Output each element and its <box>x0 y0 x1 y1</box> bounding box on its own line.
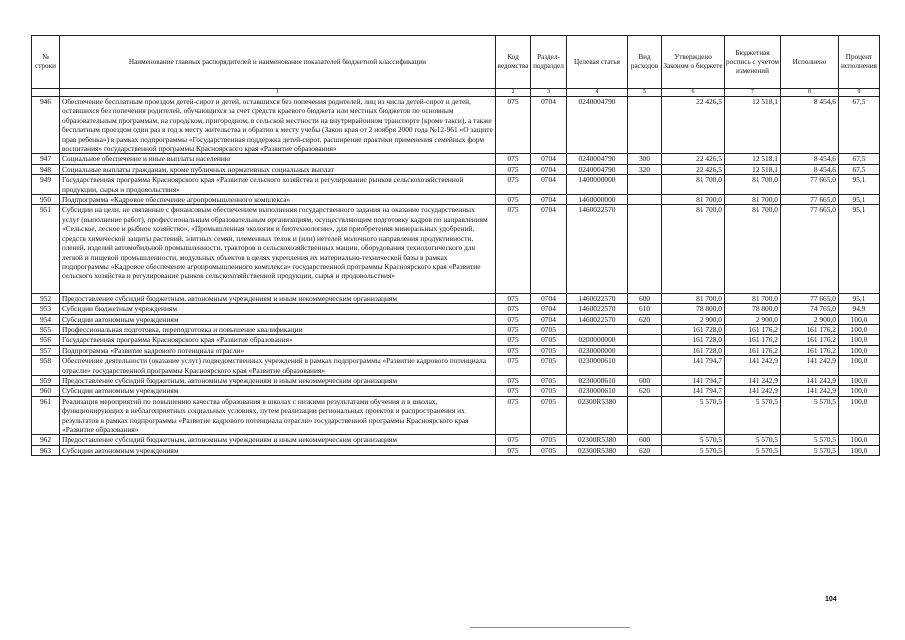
row-name: Реализация мероприятий по повышению качества образования в школах с низкими результатами обучения и в школах, функционирующих в неблагоприятных социальных условиях, путем реализации региональных проектов и распространения их результатов в рамках подпрограммы «Развитие кадрового потенциала отрасли» государственной программы Красноярского края «Развитие образования» <box>60 396 496 435</box>
row-expense-kind <box>628 195 662 205</box>
row-executed: 5 570,5 <box>781 445 839 455</box>
row-department-code: 075 <box>496 195 531 205</box>
row-approved: 22 426,5 <box>662 154 725 164</box>
row-approved: 81 700,0 <box>662 205 725 293</box>
row-name: Социальное обеспечение и иные выплаты населению <box>60 154 496 164</box>
row-department-code: 075 <box>496 154 531 164</box>
table-row <box>32 205 880 293</box>
column-number: 4 <box>567 89 628 97</box>
row-budget-schedule: 81 700,0 <box>725 205 781 293</box>
row-number: 948 <box>32 164 60 174</box>
row-number: 960 <box>32 386 60 396</box>
row-number: 959 <box>32 375 60 385</box>
row-target-article: 0230000610 <box>567 356 628 376</box>
row-section: 0704 <box>531 195 567 205</box>
row-approved: 78 800,0 <box>662 304 725 314</box>
budget-execution-table <box>31 35 880 456</box>
row-department-code: 075 <box>496 396 531 435</box>
row-department-code: 075 <box>496 314 531 324</box>
row-name: Профессиональная подготовка, переподготовка и повышение квалификации <box>60 324 496 334</box>
row-number: 955 <box>32 324 60 334</box>
row-percent: 100,0 <box>839 324 880 334</box>
row-approved: 161 728,0 <box>662 324 725 334</box>
row-approved: 5 570,5 <box>662 396 725 435</box>
row-section: 0704 <box>531 293 567 303</box>
row-department-code: 075 <box>496 97 531 154</box>
row-expense-kind <box>628 335 662 345</box>
row-expense-kind <box>628 396 662 435</box>
row-budget-schedule: 5 570,5 <box>725 445 781 455</box>
row-target-article: 1400000000 <box>567 175 628 195</box>
row-executed: 77 665,0 <box>781 175 839 195</box>
row-budget-schedule: 141 242,9 <box>725 386 781 396</box>
row-approved: 81 700,0 <box>662 175 725 195</box>
row-section: 0704 <box>531 164 567 174</box>
row-percent: 94,9 <box>839 304 880 314</box>
row-budget-schedule: 12 518,1 <box>725 154 781 164</box>
row-department-code: 075 <box>496 356 531 376</box>
row-percent: 95,1 <box>839 175 880 195</box>
header-executed: Исполнено <box>781 36 839 89</box>
row-percent: 100,0 <box>839 345 880 355</box>
row-executed: 161 176,2 <box>781 345 839 355</box>
row-budget-schedule: 12 518,1 <box>725 97 781 154</box>
row-percent: 100,0 <box>839 445 880 455</box>
table-row <box>32 386 880 396</box>
column-number <box>32 89 60 97</box>
row-approved: 2 900,0 <box>662 314 725 324</box>
row-section: 0705 <box>531 356 567 376</box>
table-row <box>32 97 880 154</box>
row-number: 962 <box>32 435 60 445</box>
row-section: 0704 <box>531 97 567 154</box>
row-number: 946 <box>32 97 60 154</box>
row-name: Предоставление субсидий бюджетным, автономным учреждениям и иным некоммерческим организациям <box>60 375 496 385</box>
row-target-article: 0240004790 <box>567 97 628 154</box>
row-expense-kind <box>628 356 662 376</box>
row-section: 0704 <box>531 175 567 195</box>
header-section: Раздел-подраздел <box>531 36 567 89</box>
row-department-code: 075 <box>496 386 531 396</box>
row-budget-schedule: 81 700,0 <box>725 175 781 195</box>
row-section: 0704 <box>531 205 567 293</box>
row-number: 958 <box>32 356 60 376</box>
row-expense-kind: 610 <box>628 304 662 314</box>
row-target-article: 0230000610 <box>567 375 628 385</box>
table-row <box>32 175 880 195</box>
table-row <box>32 356 880 376</box>
column-number: 7 <box>725 89 781 97</box>
row-budget-schedule: 161 176,2 <box>725 335 781 345</box>
row-executed: 141 242,9 <box>781 375 839 385</box>
row-section: 0704 <box>531 314 567 324</box>
row-name: Обеспечение бесплатным проездом детей-сирот и детей, оставшихся без попечения родителей, лиц из числа детей-сирот и детей, оставшихся без попечения родителей, обучающихся за счет средств краевого бюджета или местных бюджетов по основным образовательным программам, на городском, пригородном, в сельской местности на внутрирайонном транспорте (кроме такси), а также бесплатным проездом один раз в год к месту жительства и обратно к месту учебы (Закон края от 2 ноября 2000 года №12-961 «О защите прав ребенка») в рамках подпрограммы «Государственная поддержка детей-сирот, расширение практики применения семейных форм воспитания» государственной программы Красноярского края «Развитие образования» <box>60 97 496 154</box>
row-executed: 8 454,6 <box>781 97 839 154</box>
table-row <box>32 445 880 455</box>
row-target-article: 1460022570 <box>567 314 628 324</box>
row-number: 951 <box>32 205 60 293</box>
page-number: 104 <box>825 596 837 603</box>
row-target-article: 1460022570 <box>567 304 628 314</box>
row-name: Государственная программа Красноярского края «Развитие сельского хозяйства и регулирование рынков сельскохозяйственной продукции, сырья и продовольствия» <box>60 175 496 195</box>
row-department-code: 075 <box>496 435 531 445</box>
row-budget-schedule: 5 570,5 <box>725 435 781 445</box>
row-number: 961 <box>32 396 60 435</box>
row-name: Обеспечение деятельности (оказание услуг) подведомственных учреждений в рамках подпрограммы «Развитие кадрового потенциала отрасли» государственной программы Красноярского края «Развитие образования» <box>60 356 496 376</box>
row-expense-kind: 620 <box>628 314 662 324</box>
row-department-code: 075 <box>496 345 531 355</box>
row-executed: 2 900,0 <box>781 314 839 324</box>
row-percent: 100,0 <box>839 356 880 376</box>
row-number: 950 <box>32 195 60 205</box>
row-target-article: 0240004790 <box>567 154 628 164</box>
row-approved: 22 426,5 <box>662 164 725 174</box>
row-approved: 161 728,0 <box>662 335 725 345</box>
row-department-code: 075 <box>496 375 531 385</box>
row-percent: 67,5 <box>839 97 880 154</box>
header-department-code: Код ведомства <box>496 36 531 89</box>
row-executed: 5 570,5 <box>781 396 839 435</box>
row-name: Субсидии автономным учреждениям <box>60 386 496 396</box>
row-target-article: 02300R5380 <box>567 396 628 435</box>
row-section: 0705 <box>531 345 567 355</box>
row-number: 952 <box>32 293 60 303</box>
row-section: 0705 <box>531 435 567 445</box>
row-expense-kind <box>628 97 662 154</box>
row-target-article: 1460000000 <box>567 195 628 205</box>
row-department-code: 075 <box>496 205 531 293</box>
header-target-article: Целевая статья <box>567 36 628 89</box>
row-executed: 8 454,6 <box>781 154 839 164</box>
row-expense-kind: 600 <box>628 293 662 303</box>
row-section: 0705 <box>531 445 567 455</box>
row-expense-kind <box>628 175 662 195</box>
row-department-code: 075 <box>496 164 531 174</box>
column-number: 1 <box>60 89 496 97</box>
row-percent: 67,5 <box>839 164 880 174</box>
column-number: 9 <box>839 89 880 97</box>
row-percent: 100,0 <box>839 375 880 385</box>
column-numbers-row <box>32 89 880 97</box>
row-percent: 67,5 <box>839 154 880 164</box>
row-executed: 77 665,0 <box>781 293 839 303</box>
row-percent: 95,1 <box>839 195 880 205</box>
row-percent: 100,0 <box>839 396 880 435</box>
row-executed: 141 242,9 <box>781 356 839 376</box>
table-row <box>32 195 880 205</box>
row-name: Субсидии бюджетным учреждениям <box>60 304 496 314</box>
header-approved: Утверждено Законом о бюджете <box>662 36 725 89</box>
header-budget-schedule: Бюджетная роспись с учетом изменений <box>725 36 781 89</box>
row-name: Субсидии автономным учреждениям <box>60 445 496 455</box>
row-department-code: 075 <box>496 304 531 314</box>
header-row-number: № строки <box>32 36 60 89</box>
row-name: Государственная программа Красноярского края «Развитие образования» <box>60 335 496 345</box>
row-name: Социальные выплаты гражданам, кроме публичных нормативных социальных выплат <box>60 164 496 174</box>
row-percent: 100,0 <box>839 435 880 445</box>
row-percent: 100,0 <box>839 335 880 345</box>
table-row <box>32 335 880 345</box>
row-approved: 141 794,7 <box>662 375 725 385</box>
table-row <box>32 154 880 164</box>
row-approved: 22 426,5 <box>662 97 725 154</box>
row-approved: 161 728,0 <box>662 345 725 355</box>
row-target-article: 1460022570 <box>567 293 628 303</box>
row-expense-kind: 320 <box>628 164 662 174</box>
row-budget-schedule: 141 242,9 <box>725 356 781 376</box>
column-number: 5 <box>628 89 662 97</box>
row-number: 949 <box>32 175 60 195</box>
column-number: 2 <box>496 89 531 97</box>
row-expense-kind <box>628 324 662 334</box>
row-number: 963 <box>32 445 60 455</box>
row-section: 0705 <box>531 396 567 435</box>
row-budget-schedule: 81 700,0 <box>725 195 781 205</box>
row-budget-schedule: 81 700,0 <box>725 293 781 303</box>
row-percent: 95,1 <box>839 205 880 293</box>
row-expense-kind: 300 <box>628 154 662 164</box>
row-number: 947 <box>32 154 60 164</box>
row-section: 0704 <box>531 154 567 164</box>
row-department-code: 075 <box>496 175 531 195</box>
row-budget-schedule: 12 518,1 <box>725 164 781 174</box>
row-target-article: 1460022570 <box>567 205 628 293</box>
table-header <box>32 36 880 97</box>
row-budget-schedule: 78 800,0 <box>725 304 781 314</box>
row-expense-kind <box>628 205 662 293</box>
row-department-code: 075 <box>496 335 531 345</box>
row-percent: 100,0 <box>839 386 880 396</box>
row-expense-kind <box>628 345 662 355</box>
row-name: Предоставление субсидий бюджетным, автономным учреждениям и иным некоммерческим организациям <box>60 435 496 445</box>
row-name: Подпрограмма «Кадровое обеспечение агропромышленного комплекса» <box>60 195 496 205</box>
row-approved: 141 794,7 <box>662 386 725 396</box>
table-body <box>32 97 880 456</box>
header-percent: Процент исполнения <box>839 36 880 89</box>
row-section: 0705 <box>531 324 567 334</box>
row-executed: 8 454,6 <box>781 164 839 174</box>
row-name: Субсидии автономным учреждениям <box>60 314 496 324</box>
row-budget-schedule: 5 570,5 <box>725 396 781 435</box>
row-target-article: 0240004790 <box>567 164 628 174</box>
row-department-code: 075 <box>496 324 531 334</box>
row-section: 0705 <box>531 375 567 385</box>
row-executed: 141 242,9 <box>781 386 839 396</box>
row-target-article: 02300R5380 <box>567 445 628 455</box>
table-row <box>32 324 880 334</box>
row-expense-kind: 620 <box>628 386 662 396</box>
row-budget-schedule: 2 900,0 <box>725 314 781 324</box>
table-row <box>32 345 880 355</box>
row-section: 0705 <box>531 386 567 396</box>
row-approved: 5 570,5 <box>662 435 725 445</box>
column-number: 6 <box>662 89 725 97</box>
table-row <box>32 164 880 174</box>
row-target-article: 0200000000 <box>567 335 628 345</box>
column-number: 8 <box>781 89 839 97</box>
row-budget-schedule: 161 176,2 <box>725 324 781 334</box>
row-executed: 161 176,2 <box>781 324 839 334</box>
table-row <box>32 375 880 385</box>
row-name: Предоставление субсидий бюджетным, автономным учреждениям и иным некоммерческим организациям <box>60 293 496 303</box>
row-approved: 141 794,7 <box>662 356 725 376</box>
row-target-article: 0230000610 <box>567 386 628 396</box>
row-expense-kind: 600 <box>628 435 662 445</box>
row-number: 953 <box>32 304 60 314</box>
row-number: 954 <box>32 314 60 324</box>
row-name: Подпрограмма «Развитие кадрового потенциала отрасли» <box>60 345 496 355</box>
row-approved: 81 700,0 <box>662 195 725 205</box>
row-expense-kind: 620 <box>628 445 662 455</box>
column-number: 3 <box>531 89 567 97</box>
row-expense-kind: 600 <box>628 375 662 385</box>
header-expense-kind: Вид расходов <box>628 36 662 89</box>
row-target-article: 02300R5380 <box>567 435 628 445</box>
table-row <box>32 293 880 303</box>
row-percent: 100,0 <box>839 314 880 324</box>
table-row <box>32 396 880 435</box>
header-name: Наименование главных распорядителей и наименование показателей бюджетной классификации <box>60 36 496 89</box>
row-number: 957 <box>32 345 60 355</box>
row-executed: 161 176,2 <box>781 335 839 345</box>
row-department-code: 075 <box>496 293 531 303</box>
row-executed: 5 570,5 <box>781 435 839 445</box>
row-target-article: 0230000000 <box>567 345 628 355</box>
row-target-article <box>567 324 628 334</box>
row-approved: 81 700,0 <box>662 293 725 303</box>
footer-line <box>470 627 630 628</box>
row-section: 0704 <box>531 304 567 314</box>
row-executed: 77 665,0 <box>781 195 839 205</box>
row-percent: 95,1 <box>839 293 880 303</box>
row-number: 956 <box>32 335 60 345</box>
row-executed: 77 665,0 <box>781 205 839 293</box>
table-row <box>32 304 880 314</box>
table-row <box>32 435 880 445</box>
row-approved: 5 570,5 <box>662 445 725 455</box>
row-name: Субсидии на цели, не связанные с финансовым обеспечением выполнения государственного задания на оказание государственных услуг (выполнение работ), профессиональным образовательным организациям, осуществляющим подготовку кадров по направлениям «Сельское, лесное и рыбное хозяйство», «Промышленная экология и биотехнологии», для приобретения минеральных удобрений, средств химической защиты растений, элитных семян, племенных телок и (или) нетелей молочного направления продуктивности, оленей, изделий автомобильной промышленности, тракторов и сельскохозяйственных машин, оборудования технологического для легкой и пищевой промышленности, модульных объектов в целях укрепления их материально-технической базы в рамках подпрограммы «Кадровое обеспечение агропромышленного комплекса» государственной программы Красноярского края «Развитие сельского хозяйства и регулирование рынков сельскохозяйственной продукции, сырья и продовольствия» <box>60 205 496 293</box>
row-budget-schedule: 161 176,2 <box>725 345 781 355</box>
row-budget-schedule: 141 242,9 <box>725 375 781 385</box>
row-department-code: 075 <box>496 445 531 455</box>
row-section: 0705 <box>531 335 567 345</box>
row-executed: 74 765,0 <box>781 304 839 314</box>
table-row <box>32 314 880 324</box>
